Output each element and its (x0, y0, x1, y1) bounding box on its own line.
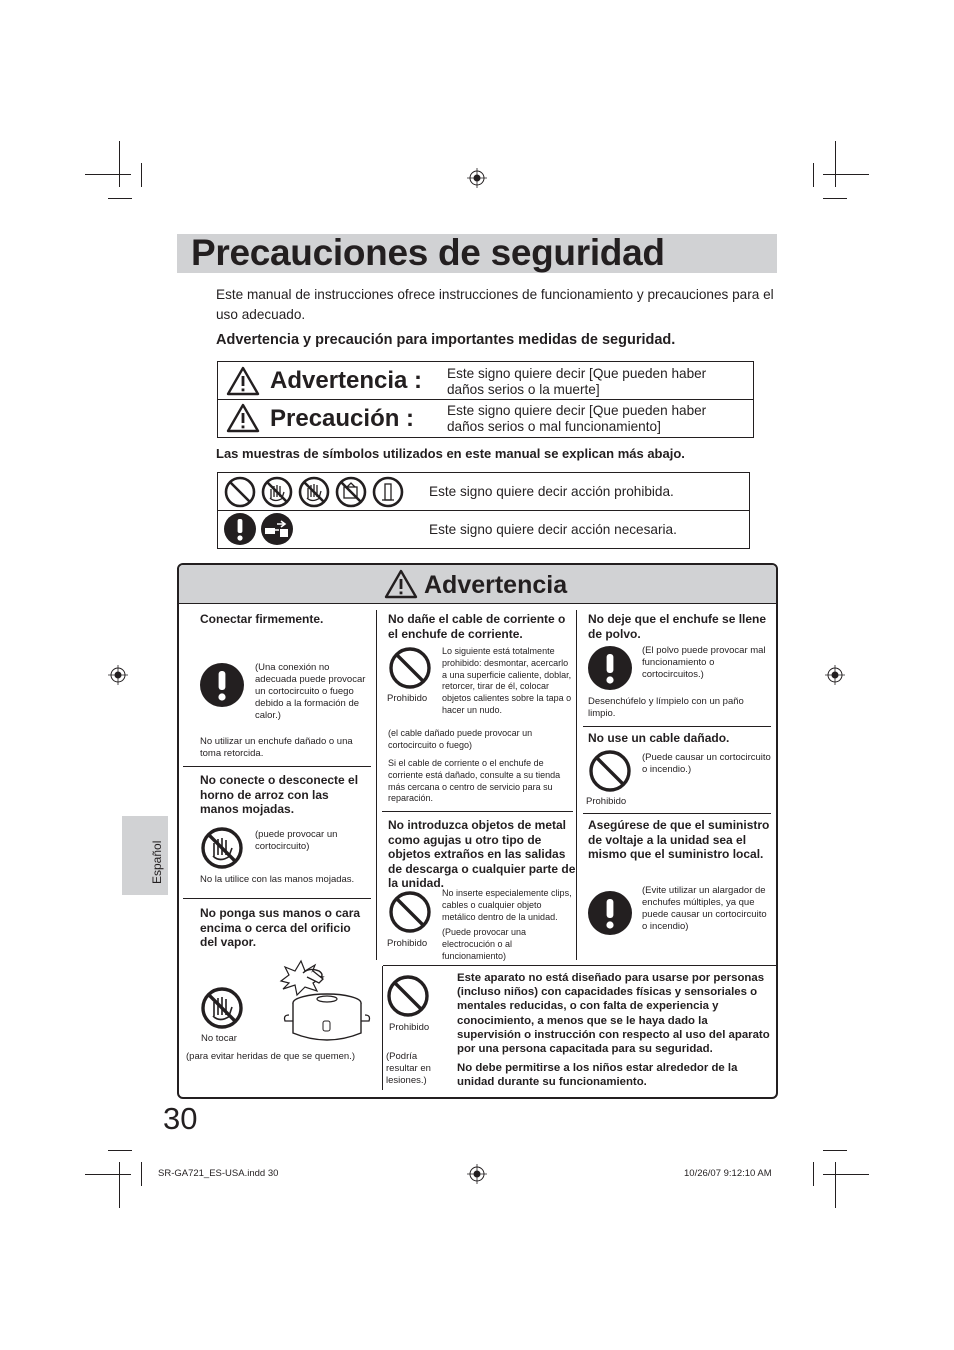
registration-mark-icon (467, 1164, 487, 1184)
do-not-touch-icon (298, 476, 330, 508)
c3-s3-title: Asegúrese de que el suministro de voltaje a la unidad sea el mismo que el suministro local. (588, 818, 770, 861)
c3-s2-note: (Puede causar un cortocircuito o incendio.) (642, 752, 771, 775)
warning-label: Advertencia : (270, 367, 423, 394)
unplug-icon (261, 513, 293, 545)
c3-s1-foot: Desenchúfelo y límpielo con un paño limpio. (588, 696, 744, 719)
registration-mark-icon (825, 665, 845, 685)
c1-s2-foot: No la utilice con las manos mojadas. (200, 874, 355, 885)
c2-s2-note1: No inserte especialemente clips, cables o cualquier objeto metálico dentro de la unidad. (442, 888, 572, 922)
warning-definition: Este signo quiere decir [Que pueden haber daños serios o la muerte] (447, 366, 707, 397)
prohibited-icon (588, 749, 632, 793)
required-definition: Este signo quiere decir acción necesaria. (429, 522, 677, 537)
hazard-levels-table (217, 361, 754, 438)
bottom-note: (Podría resultar en lesiones.) (386, 1051, 431, 1086)
c3-s2-title: No use un cable dañado. (588, 731, 730, 745)
slug-date: 10/26/07 9:12:10 AM (684, 1168, 772, 1179)
warning-triangle-icon (384, 569, 418, 599)
intro-paragraph: Este manual de instrucciones ofrece instrucciones de funcionamiento y precauciones para el uso adecuado. (216, 287, 774, 322)
caution-label: Precaución : (270, 405, 415, 432)
c1-s3-foot: (para evitar heridas de que se quemen.) (186, 1051, 355, 1062)
levels-subheading: Advertencia y precaución para importantes medidas de seguridad. (216, 332, 676, 348)
do-not-disassemble-icon (335, 476, 367, 508)
mandatory-action-icon (224, 513, 256, 545)
warning-box (177, 563, 778, 1099)
c1-s2-title: No conecte o desconecte el horno de arroz con las manos mojadas. (200, 773, 359, 816)
c2-s1-foot2: Si el cable de corriente o el enchufe de corriente está dañado, consulte a su tienda más cercana o centro de servicio para su reparación. (388, 758, 561, 804)
prohibited-icon (388, 890, 432, 934)
prohibited-icon (386, 974, 430, 1018)
registration-mark-icon (108, 665, 128, 685)
symbols-table (217, 472, 750, 549)
c1-s3-icon-label: No tocar (201, 1033, 237, 1044)
c2-s2-icon-label: Prohibido (387, 938, 428, 949)
prohibited-icon (224, 476, 256, 508)
do-not-touch-icon (200, 986, 244, 1030)
c3-s1-note: (El polvo puede provocar mal funcionamiento o cortocircuitos.) (642, 645, 766, 680)
c3-s3-note: (Evite utilizar un alargador de enchufes múltiples, ya que puede causar un cortocircuito o incendio) (642, 885, 767, 932)
symbols-heading: Las muestras de símbolos utilizados en este manual se explican más abajo. (216, 446, 685, 461)
c3-s2-icon-label: Prohibido (586, 796, 627, 807)
c1-s1-note: (Una conexión no adecuada puede provocar un cortocircuito o fuego debido a la formación de calor.) (255, 662, 366, 721)
warning-triangle-icon (226, 366, 260, 396)
mandatory-action-icon (200, 663, 244, 707)
c1-s1-title: Conectar firmemente. (200, 612, 324, 626)
c2-s1-foot1: (el cable dañado puede provocar un cortocircuito o fuego) (388, 728, 533, 750)
registration-mark-icon (467, 168, 487, 188)
bottom-text-2: No debe permitirse a los niños estar alrededor de la unidad durante su funcionamiento. (457, 1062, 738, 1089)
prohibited-definition: Este signo quiere decir acción prohibida. (429, 484, 674, 499)
caution-definition: Este signo quiere decir [Que pueden haber daños serios o mal funcionamiento] (447, 403, 707, 434)
mandatory-action-icon (588, 646, 632, 690)
rice-cooker-steam-illustration (279, 961, 371, 1047)
c2-s2-title: No introduzca objetos de metal como agujas u otro tipo de objetos extraños en las salidas de descarga o cualquier parte de la unidad. (388, 818, 576, 890)
c1-s2-note: (puede provocar un cortocircuito) (255, 829, 338, 852)
c2-s1-icon-label: Prohibido (387, 693, 428, 704)
page-title: Precauciones de seguridad (191, 232, 665, 273)
caution-triangle-icon (226, 403, 260, 433)
no-wet-hands-icon (200, 826, 244, 870)
no-insert-objects-icon (372, 476, 404, 508)
warning-box-title: Advertencia (424, 571, 568, 599)
language-tab-label: Español (150, 840, 164, 884)
mandatory-action-icon (588, 891, 632, 935)
slug-file: SR-GA721_ES-USA.indd 30 (158, 1168, 279, 1179)
c2-s1-note: Lo siguiente está totalmente prohibido: desmontar, acercarlo a una superficie caliente, doblar, retorcer, tirar de él, colocar objetos calientes sobre la tapa o hacer un nudo. (442, 646, 572, 715)
c2-s2-note2: (Puede provocar una electrocución o al funcionamiento) (442, 927, 527, 961)
prohibited-icon (388, 646, 432, 690)
c1-s1-foot: No utilizar un enchufe dañado o una toma retorcida. (200, 736, 353, 759)
c1-s3-title: No ponga sus manos o cara encima o cerca del orificio del vapor. (200, 906, 361, 949)
c3-s1-title: No deje que el enchufe se llene de polvo. (588, 612, 767, 641)
bottom-icon-label: Prohibido (389, 1022, 430, 1033)
page-number: 30 (163, 1101, 198, 1136)
no-wet-hands-icon (261, 476, 293, 508)
bottom-text-1: Este aparato no está diseñado para usarse por personas (incluso niños) con capacidades físicas y sensoriales o mentales reducidas, o con falta de experiencia y conocimiento, a menos que se le haya dado la supervisión o instrucción con respecto al uso del aparato por una persona capacitada para su seguridad. (457, 972, 770, 1056)
c2-s1-title: No dañe el cable de corriente o el enchufe de corriente. (388, 612, 566, 641)
